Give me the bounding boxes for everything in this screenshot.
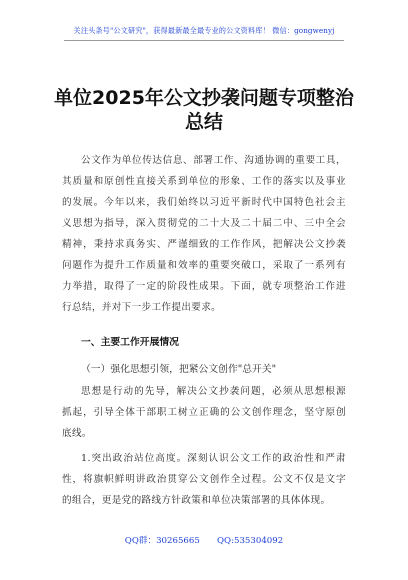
title-line-2: 总结 (184, 111, 223, 133)
paragraph-line: 1.突出政治站位高度。深刻认识公文工作的政治性和严肃 (81, 453, 346, 464)
intro-line: 力举措，取得了一定的阶段性成果。下面，就专项整治工作进 (62, 281, 346, 292)
intro-line: 其质量和原创性直接关系到单位的形象、工作的落实以及事业 (62, 176, 346, 187)
intro-line: 的发展。今年以来，我们始终以习近平新时代中国特色社会主 (62, 197, 346, 208)
paragraph-line: 的组合，更是党的路线方针政策和单位决策部署的具体体现。 (62, 495, 331, 506)
thought-paragraph (62, 381, 346, 444)
intro-paragraph (62, 150, 346, 318)
intro-line: 问题作为提升工作质量和效率的重要突破口，采取了一系列有 (62, 260, 346, 271)
document-title (0, 86, 408, 134)
title-line-1: 单位2025年公文抄袭问题专项整治 (54, 87, 354, 109)
header-divider (64, 40, 344, 41)
intro-line: 精神，秉持求真务实、严谨细致的工作作风，把解决公文抄袭 (62, 239, 346, 250)
subsection-heading: （一）强化思想引领，把紧公文创作"总开关" (81, 364, 277, 375)
intro-line: 公文作为单位传达信息、部署工作、沟通协调的重要工具， (81, 155, 346, 166)
paragraph-line: 性，将旗帜鲜明讲政治贯穿公文创作全过程。公文不仅是文字 (62, 474, 346, 485)
footer-contact: QQ群：30265665 QQ:535304092 (124, 536, 284, 546)
intro-line: 义思想为指导，深入贯彻党的二十大及二十届二中、三中全会 (62, 218, 346, 229)
paragraph-line: 抓起，引导全体干部职工树立正确的公文创作理念，坚守原创 (62, 407, 346, 418)
paragraph-line: 底线。 (62, 428, 92, 439)
intro-line: 行总结，并对下一步工作提出要求。 (62, 302, 222, 313)
paragraph-line: 思想是行动的先导，解决公文抄袭问题，必须从思想根源 (81, 386, 346, 397)
header-banner: 关注头条号"公文研究"，获得最新最全最专业的公文资料库！ 微信：gongwenyj (73, 26, 335, 35)
section-heading: 一、主要工作开展情况 (81, 337, 179, 348)
political-paragraph (62, 448, 346, 511)
